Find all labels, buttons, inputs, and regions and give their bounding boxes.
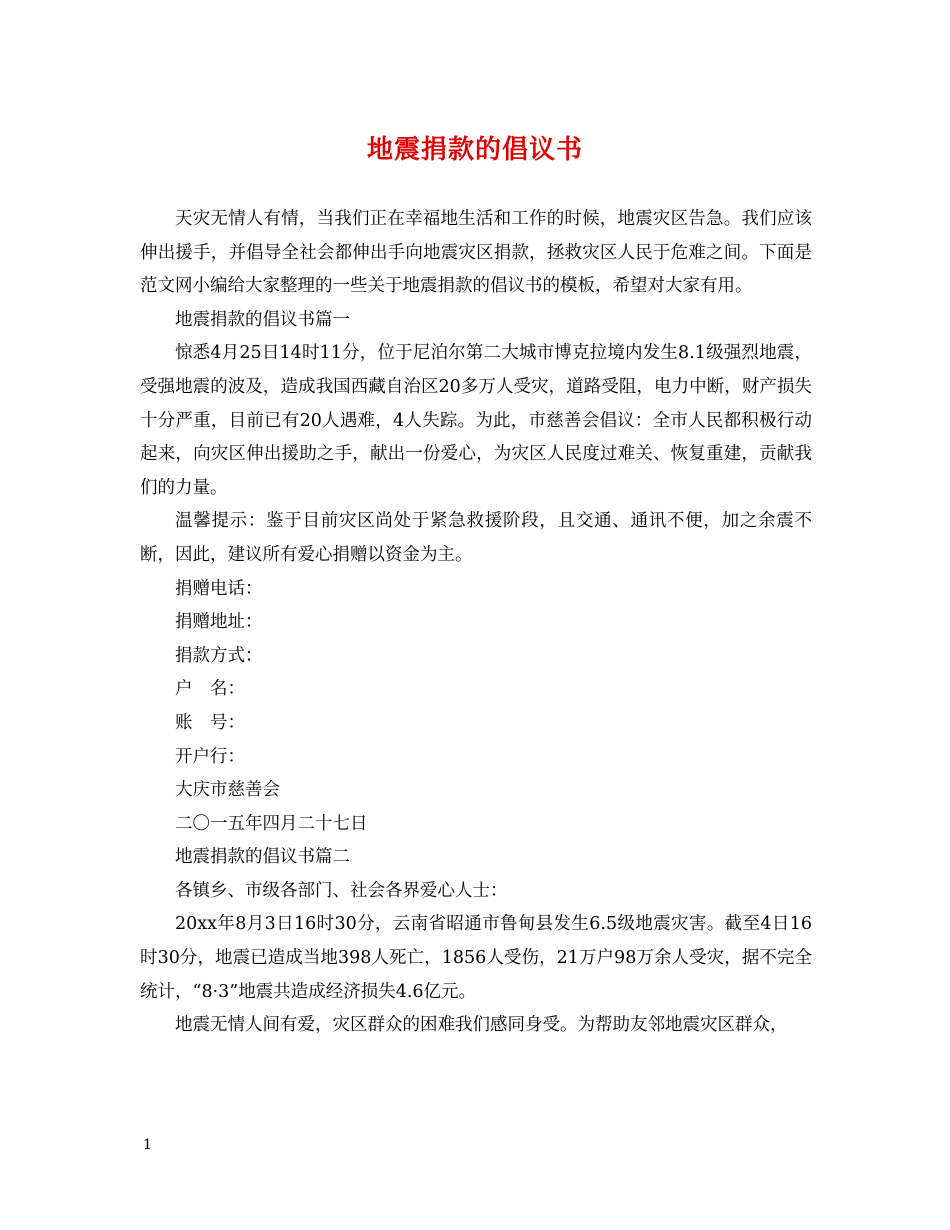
account-name: 户 名： [175, 679, 245, 700]
document-body [140, 203, 812, 1043]
salutation: 各镇乡、市级各部门、社会各界爱心人士： [175, 880, 508, 901]
page-number: 1 [143, 1137, 152, 1153]
donation-method: 捐款方式： [175, 645, 263, 666]
donation-address: 捐赠地址： [175, 612, 263, 633]
paragraph-appeal: 地震无情人间有爱，灾区群众的困难我们感同身受。为帮助友邻地震灾区群众， [175, 1015, 788, 1036]
paragraph-tip: 温馨提示：鉴于目前灾区尚处于紧急救援阶段，且交通、通讯不便，加之余震不断，因此，建议所有爱心捐赠以资金为主。 [140, 511, 812, 565]
signature-organization: 大庆市慈善会 [175, 780, 280, 801]
paragraph-intro: 天灾无情人有情，当我们正在幸福地生活和工作的时候，地震灾区告急。我们应该伸出援手，并倡导全社会都伸出手向地震灾区捐款，拯救灾区人民于危难之间。下面是范文网小编给大家整理的一些关于地震捐款的倡议书的模板，希望对大家有用。 [140, 209, 812, 297]
section-heading-1: 地震捐款的倡议书篇一 [175, 309, 350, 330]
account-number: 账 号： [175, 712, 245, 733]
account-bank: 开户行： [175, 746, 245, 767]
paragraph-news: 惊悉4月25日14时11分，位于尼泊尔第二大城市博克拉境内发生8.1级强烈地震，受强地震的波及，造成我国西藏自治区20多万人受灾，道路受阻，电力中断，财产损失十分严重，目前已有20人遇难，4人失踪。为此，市慈善会倡议：全市人民都积极行动起来，向灾区伸出援助之手，献出一份爱心，为灾区人民度过难关、恢复重建，贡献我们的力量。 [140, 343, 812, 498]
signature-date: 二〇一五年四月二十七日 [175, 813, 368, 834]
donation-phone: 捐赠电话： [175, 578, 263, 599]
paragraph-yunnan: 20xx年8月3日16时30分，云南省昭通市鲁甸县发生6.5级地震灾害。截至4日16时30分，地震已造成当地398人死亡，1856人受伤，21万户98万余人受灾，据不完全统计，“8·3”地震共造成经济损失4.6亿元。 [140, 914, 812, 1002]
section-heading-2: 地震捐款的倡议书篇二 [175, 847, 350, 868]
document-title: 地震捐款的倡议书 [366, 135, 583, 165]
